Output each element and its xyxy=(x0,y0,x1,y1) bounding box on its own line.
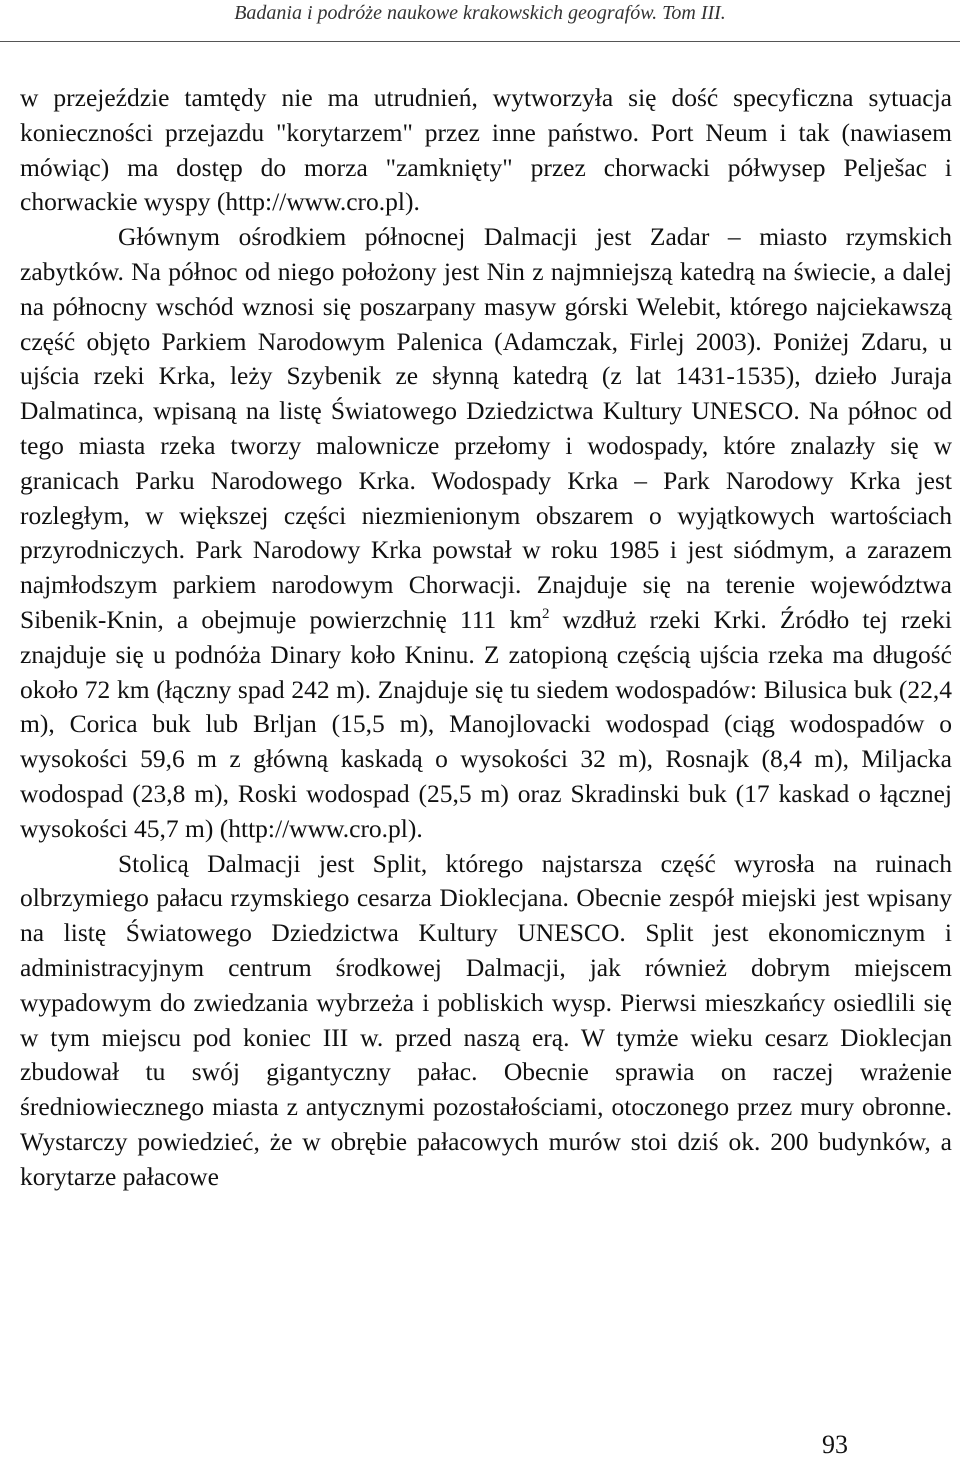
running-header-title: Badania i podróże naukowe krakowskich geografów. Tom III. xyxy=(234,2,726,24)
paragraph-continued: w przejeździe tamtędy nie ma utrudnień, wytworzyła się dość specyficzna sytuacja konieczności przejazdu "korytarzem" przez inne państwo. Port Neum i tak (nawiasem mówiąc) ma dostęp do morza "zamknięty" przez chorwacki półwysep Pelješac i chorwackie wyspy (http://www.cro.pl). xyxy=(20,83,952,217)
running-header xyxy=(0,0,960,42)
page-body xyxy=(20,81,952,1195)
paragraph-split: Stolicą Dalmacji jest Split, którego najstarsza część wyrosła na ruinach olbrzymiego pałacu rzymskiego cesarza Dioklecjana. Obecnie zespół miejski jest wpisany na listę Światowego Dziedzictwa Kultury UNESCO. Split jest ekonomicznym i administracyjnym centrum środkowej Dalmacji, jak również dobrym miejscem wypadowym do zwiedzania wybrzeża i pobliskich wysp. Pierwsi mieszkańcy osiedlili się w tym miejscu pod koniec III w. przed naszą erą. W tymże wieku cesarz Dioklecjan zbudował tu swój gigantyczny pałac. Obecnie sprawia on raczej wrażenie średniowiecznego miasta z antycznymi pozostałościami, otoczonego przez mury obronne. Wystarczy powiedzieć, że w obrębie pałacowych murów stoi dziś ok. 200 budynków, a korytarze pałacowe xyxy=(20,848,952,1191)
paragraph-text-part: Głównym ośrodkiem północnej Dalmacji jest Zadar – miasto rzymskich zabytków. Na północ od niego położony jest Nin z najmniejszą katedrą na świecie, a dalej na północny wschód wznosi się poszarpany masyw górski Welebit, którego najciekawszą część objęto Parkiem Narodowym Palenica (Adamczak, Firlej 2003). Poniżej Zdaru, u ujścia rzeki Krka, leży Szybenik ze słynną katedrą (z lat 1431-1535), dzieło Juraja Dalmatinca, wpisaną na listę Światowego Dziedzictwa Kultury UNESCO. Na północ od tego miasta rzeka tworzy malownicze przełomy i wodospady, które znalazły się w granicach Parku Narodowego Krka. Wodospady Krka – Park Narodowy Krka jest rozległym, w większej części niezmienionym obszarem o wyjątkowych wartościach przyrodniczych. Park Narodowy Krka powstał w roku 1985 i jest siódmym, a zarazem najmłodszym parkiem narodowym Chorwacji. Znajduje się na terenie województwa Sibenik-Knin, a obejmuje powierzchnię 111 km xyxy=(20,222,952,634)
paragraph-dalmatia-north xyxy=(20,220,952,846)
superscript-exponent: 2 xyxy=(542,605,550,622)
paragraph-text-part: wzdłuż rzeki Krki. Źródło tej rzeki znajduje się u podnóża Dinary koło Kninu. Z zatopioną częścią ujścia rzeka ma długość około 72 km (łączny spad 242 m). Znajduje się tu siedem wodospadów: Bilusica buk (22,4 m), Corica buk lub Brljan (15,5 m), Manojlovacki wodospad (ciąg wodospadów o wysokości 59,6 m z główną kaskadą o wysokości 32 m), Rosnajk (8,4 m), Miljacka wodospad (23,8 m), Roski wodospad (25,5 m) oraz Skradinski buk (17 kaskad o łącznej wysokości 45,7 m) (http://www.cro.pl). xyxy=(20,604,952,843)
header-divider xyxy=(0,41,960,42)
page-number: 93 xyxy=(822,1430,848,1459)
